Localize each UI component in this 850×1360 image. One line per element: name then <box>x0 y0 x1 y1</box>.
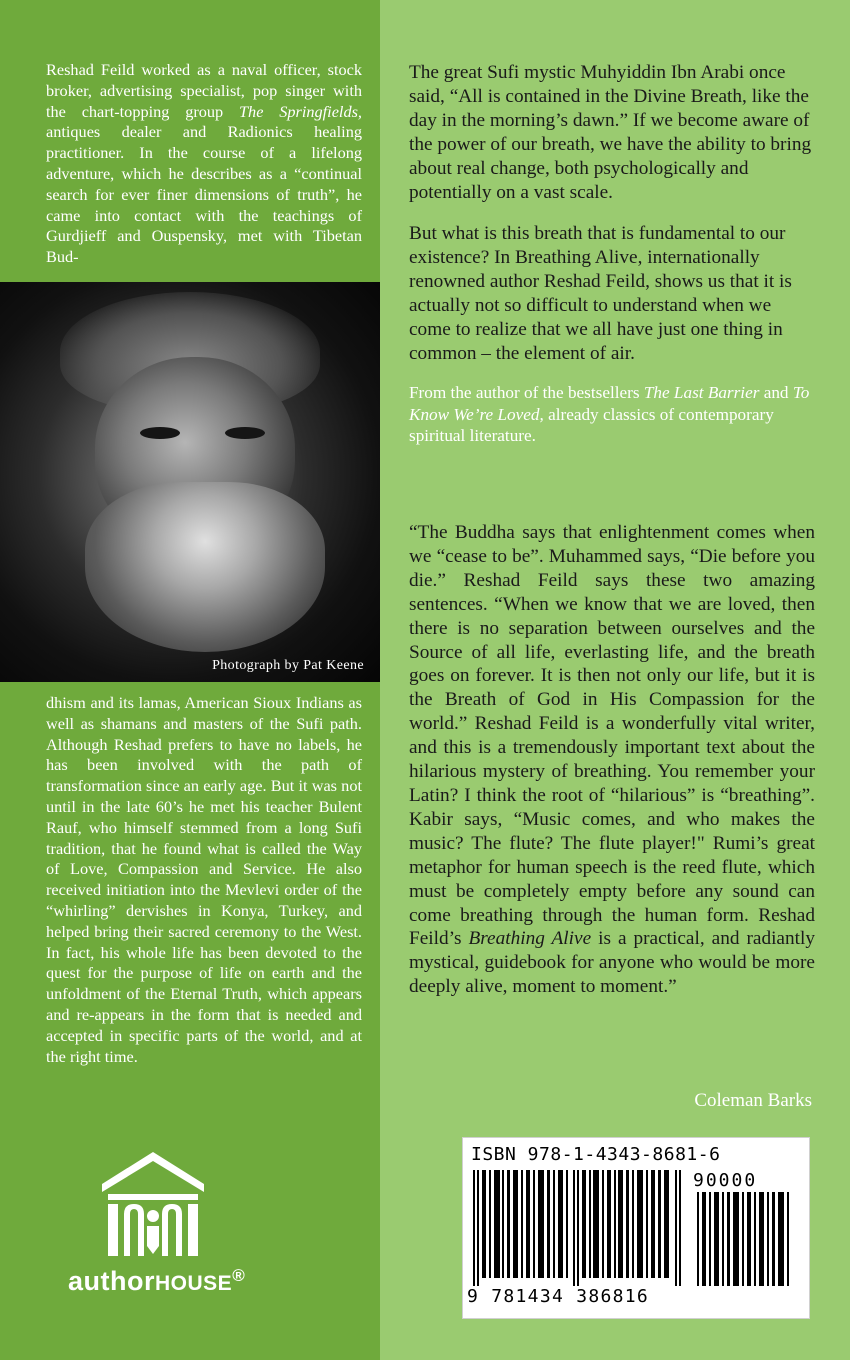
price-barcode-bars <box>695 1192 795 1286</box>
photo-eye-left <box>140 427 180 439</box>
isbn-label: ISBN 978-1-4343-8681-6 <box>471 1144 721 1165</box>
barcode-digits: 9 781434 386816 <box>467 1286 650 1307</box>
price-code: 90000 <box>693 1170 758 1191</box>
endorsement-quote: “The Buddha says that enlightenment comes when we “cease to be”. Muhammed says, “Die before you die.” Reshad Feild says these two amazing sentences. “When we know that we are loved, then there is no separation between ourselves and the Source of all life, everlasting life, and the breath goes on forever. It is then not only our life, but it is the Breath of God in His Compassion for the world.” Reshad Feild is a wonderfully vital writer, and this is a tremendously important text about the hilarious mystery of breathing. You remember your Latin? I think the root of “hilarious” is “breathing”. Kabir says, “Music comes, and who makes the music? The flute? The flute player!" Rumi’s great metaphor for human speech is the reed flute, which must be completely empty before any sound can come breathing through the human form. Reshad Feild’s Breathing Alive is a practical, and radiantly mystical, guidebook for anyone who would be more deeply alive, moment to moment.” <box>409 522 815 998</box>
authorhouse-house-icon <box>98 1148 208 1260</box>
bio-text-cont: antiques dealer and Radionics healing practitioner. In the course of a lifelong adventure, which he describes as a “continual search for ever finer dimensions of truth”, he came into contact with the teachings of Gurdjieff and Ouspensky, met with Tibetan Bud- <box>46 122 362 267</box>
book-title-to-know: To Know We’re Loved, <box>409 383 810 424</box>
blurb-paragraph-1: The great Sufi mystic Muhyiddin Ibn Arabi once said, “All is contained in the Divine Breath, like the day in the morning’s dawn.” If we become aware of the power of our breath, we have the ability to bring about real change, both psychologically and potentially on a vast scale. <box>409 62 812 203</box>
blurb-paragraph-2: But what is this breath that is fundamental to our existence? In Breathing Alive, internationally renowned author Reshad Feild, shows us that it is actually not so difficult to understand when we come to realize that we all have just one thing in common – the element of air. <box>409 223 792 364</box>
publisher-name: authorHOUSE® <box>68 1266 246 1296</box>
blurb-paragraph-3: From the author of the bestsellers The Last Barrier and To Know We’re Loved, already classics of contemporary spiritual literature. <box>409 383 810 446</box>
quote-attribution: Coleman Barks <box>694 1090 812 1111</box>
photo-beard <box>85 482 325 652</box>
author-bio-bottom <box>46 693 362 1066</box>
barcode-bars <box>471 1170 685 1286</box>
isbn-barcode <box>462 1137 810 1319</box>
bio-text: Reshad Feild worked as a naval officer, stock broker, advertising specialist, pop singer with the chart-topping group <box>46 60 362 121</box>
group-name: The Springfields, <box>239 101 362 121</box>
book-title-breathing-alive: Breathing Alive <box>468 928 592 950</box>
author-bio-top <box>46 60 362 276</box>
photo-eye-right <box>225 427 265 439</box>
author-photo <box>0 282 380 682</box>
photo-credit: Photograph by Pat Keene <box>212 658 364 673</box>
publisher-logo <box>60 1148 290 1308</box>
bio-text-end: dhism and its lamas, American Sioux Indians as well as shamans and masters of the Sufi path. Although Reshad prefers to have no labels, he has been involved with the path of transformation since an early age. But it was not until in the late 60’s he met his teacher Bulent Rauf, who himself stemmed from a long Sufi tradition, that he found what is called the Way of Love, Compassion and Service. He also received initiation into the Mevlevi order of the “whirling” dervishes in Konya, Turkey, and helped bring their sacred ceremony to the West. In fact, his whole life has been devoted to the quest for the purpose of life on earth and the unfoldment of the Eternal Truth, which appears and re-appears in the form that is needed and accepted in specific parts of the world, and at the right time. <box>46 693 362 1066</box>
book-title-last-barrier: The Last Barrier <box>643 383 760 402</box>
